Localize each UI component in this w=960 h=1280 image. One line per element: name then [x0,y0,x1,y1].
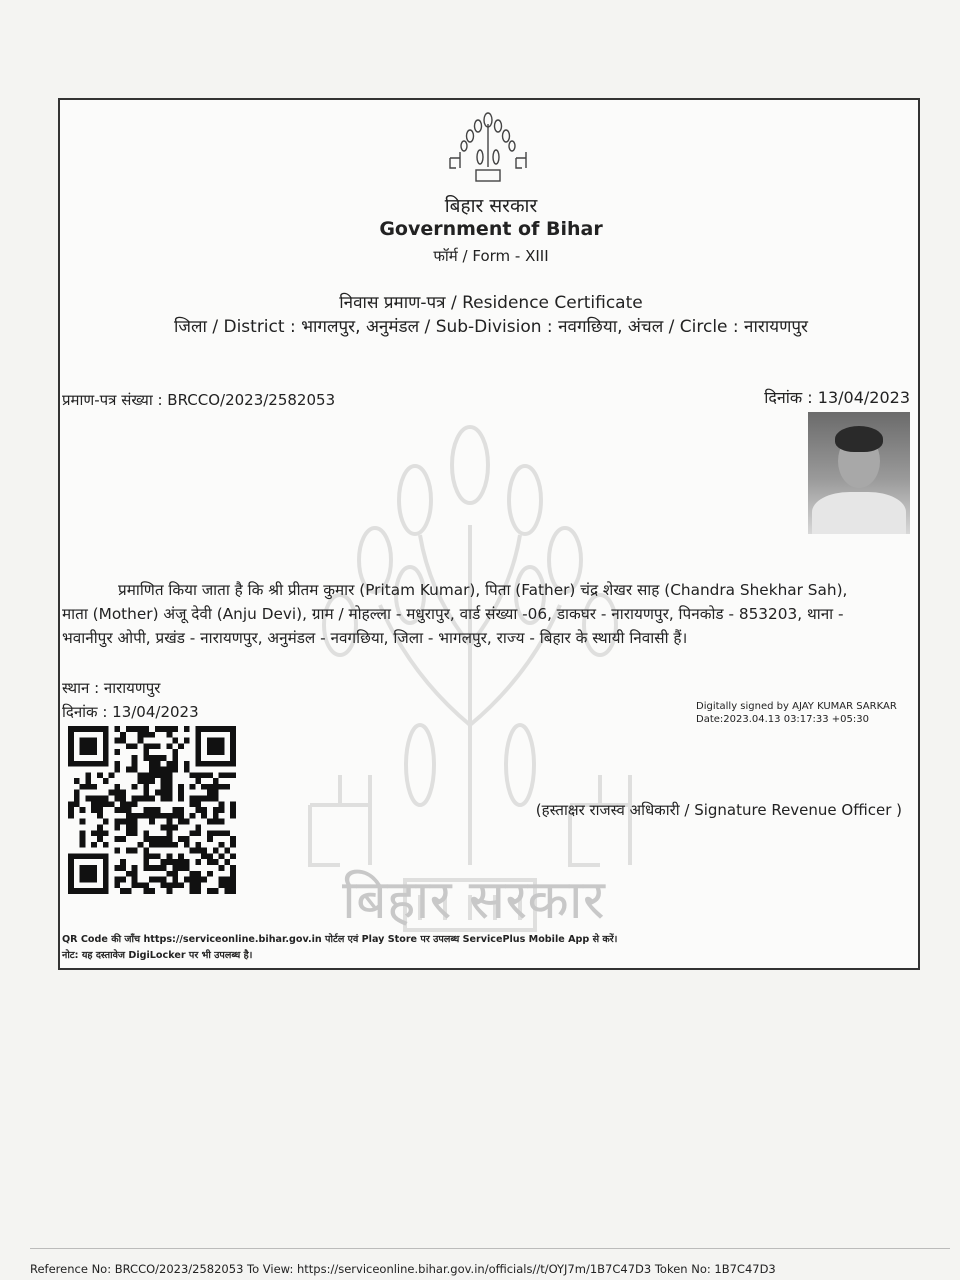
certificate-sheet [58,98,920,970]
certificate-location: जिला / District : भागलपुर, अनुमंडल / Sub-Division : नवगछिया, अंचल / Circle : नारायणपुर [174,317,808,337]
body-line-1: प्रमाणित किया जाता है कि श्री प्रीतम कुमार (Pritam Kumar), पिता (Father) चंद्र शेखर साह (Chandra Shekhar Sah), [118,581,848,599]
body-line-3: भवानीपुर ओपी, प्रखंड - नारायणपुर, अनुमंडल - नवगछिया, जिला - भागलपुर, राज्य - बिहार के स्थायी निवासी हैं। [62,629,688,647]
form-number: फॉर्म / Form - XIII [433,247,549,265]
issue-place: स्थान : नारायणपुर [62,679,161,697]
watermark-text: बिहार सरकार [342,868,605,931]
header-title-english: Government of Bihar [379,218,603,240]
certificate-type: निवास प्रमाण-पत्र / Residence Certificate [339,293,643,313]
photo-shirt [812,492,906,534]
qr-code-icon[interactable] [66,726,238,894]
certificate-number: प्रमाण-पत्र संख्या : BRCCO/2023/2582053 [62,391,336,409]
watermark-emblem-icon [300,425,640,935]
reference-line: Reference No: BRCCO/2023/2582053 To View: https://serviceonline.bihar.gov.in/officials//t/OYJ7m/1B7C47D3 Token No: 1B7C47D3 [30,1262,776,1276]
reference-divider [30,1248,950,1249]
certificate-date: दिनांक : 13/04/2023 [764,388,910,407]
body-line-2: माता (Mother) अंजू देवी (Anju Devi), ग्राम / मोहल्ला - मधुरापुर, वार्ड संख्या -06, डाकघर - नारायणपुर, पिनकोड - 853203, थाना - [62,605,844,623]
issue-date: दिनांक : 13/04/2023 [62,703,199,721]
applicant-photo [808,412,910,534]
digital-signature [696,700,897,726]
photo-hair [835,426,883,452]
digital-signature-line-2: Date:2023.04.13 03:17:33 +05:30 [696,714,869,725]
bihar-emblem-icon [446,112,530,184]
digital-signature-line-1: Digitally signed by AJAY KUMAR SARKAR [696,701,897,712]
certificate-body [62,578,912,650]
signature-label: (हस्ताक्षर राजस्व अधिकारी / Signature Revenue Officer ) [535,801,902,819]
qr-verification-note: QR Code की जाँच https://serviceonline.bihar.gov.in पोर्टल एवं Play Store पर उपलब्ध ServicePlus Mobile App से करें। [62,934,618,945]
digilocker-note: नोट: यह दस्तावेज DigiLocker पर भी उपलब्ध है। [62,950,253,961]
header-title-hindi: बिहार सरकार [444,195,538,217]
